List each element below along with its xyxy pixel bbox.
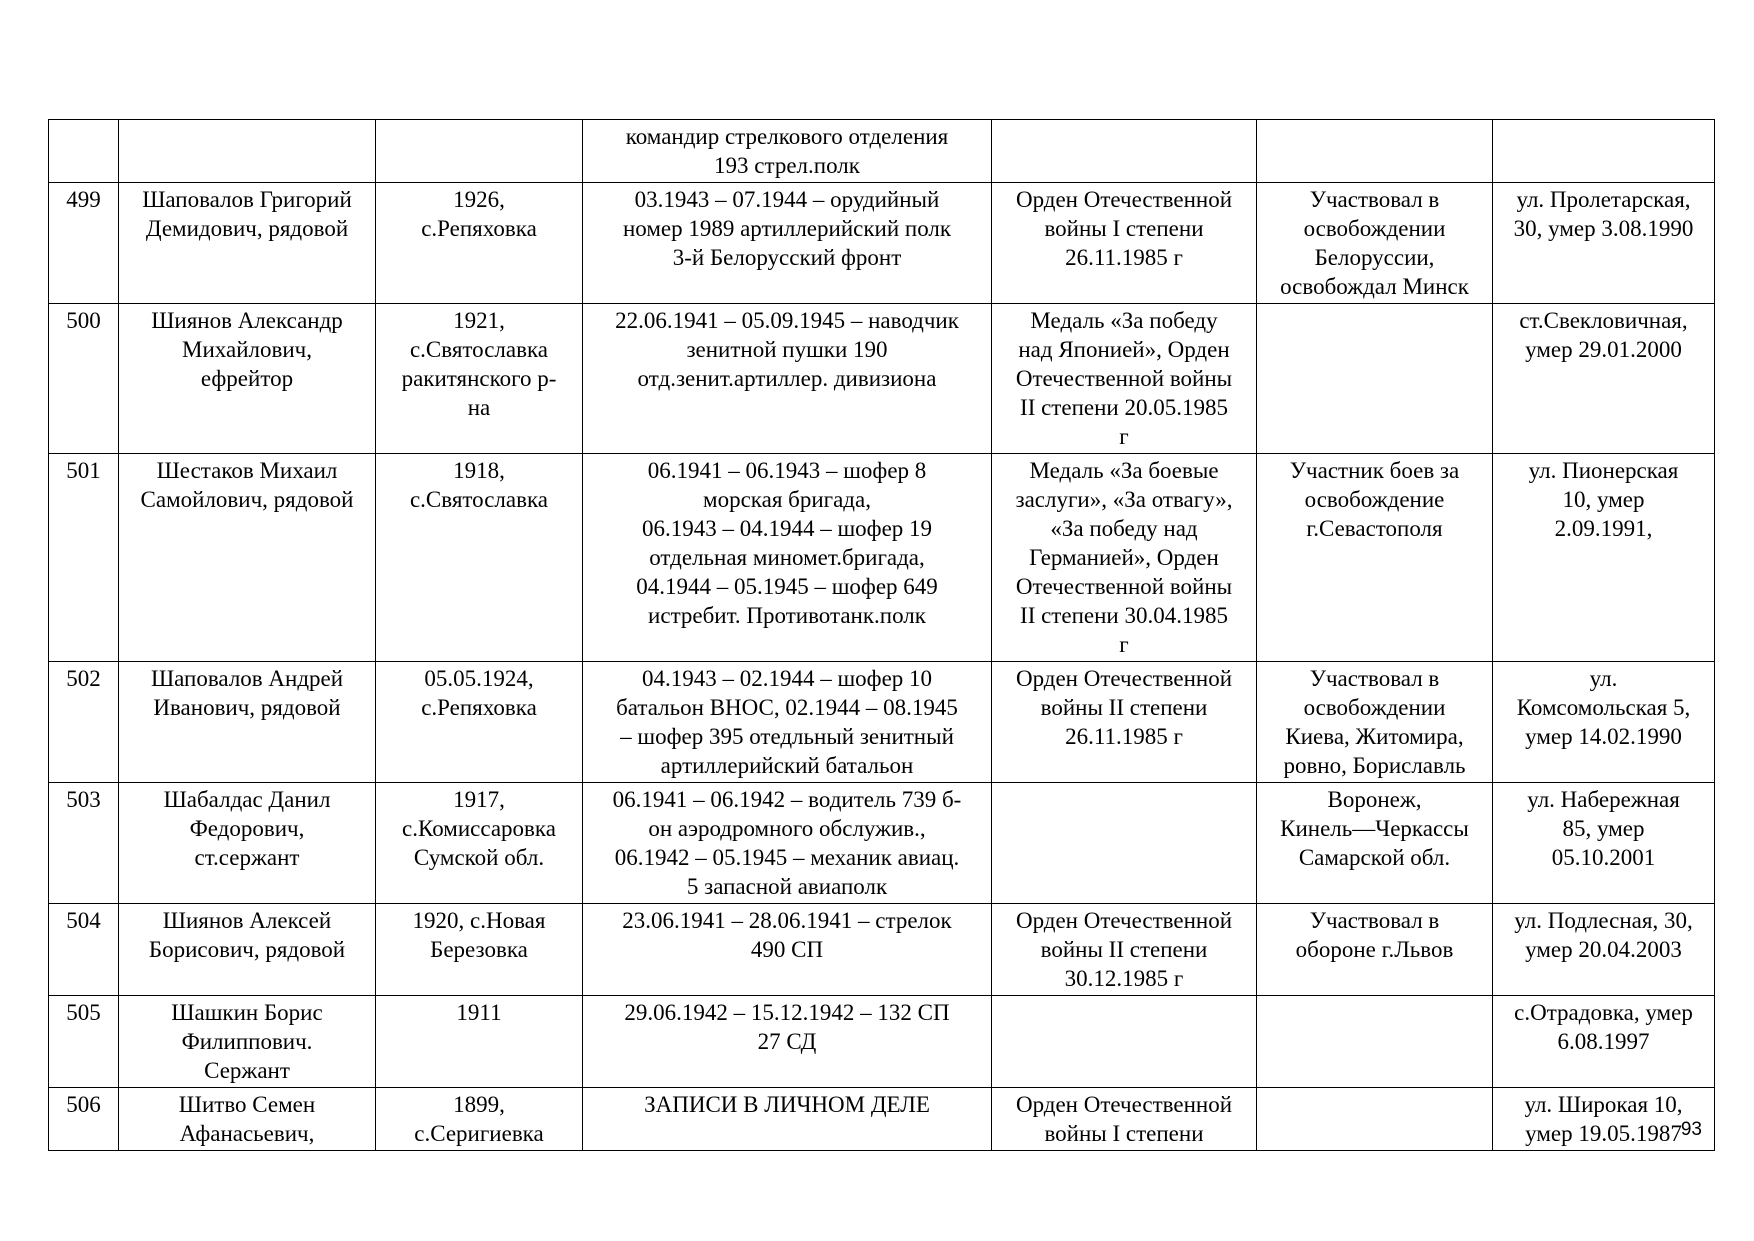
awards-cell: Орден Отечественной войны II степени 30.12.1985 г xyxy=(992,904,1257,996)
record-number-cell: 500 xyxy=(49,304,119,454)
campaign-notes-cell: Участвовал в обороне г.Львов xyxy=(1257,904,1493,996)
campaign-notes-cell: Воронеж, Кинель—Черкассы Самарской обл. xyxy=(1257,783,1493,904)
address-death-cell: с.Отрадовка, умер 6.08.1997 xyxy=(1493,996,1715,1088)
full-name-rank-cell: Шабалдас Данил Федорович, ст.сержант xyxy=(119,783,376,904)
table-row xyxy=(49,1088,1715,1151)
record-number-cell: 506 xyxy=(49,1088,119,1151)
table-row xyxy=(49,904,1715,996)
birth-year-place-cell xyxy=(376,120,583,183)
birth-year-place-cell: 1921, с.Святославка ракитянского р- на xyxy=(376,304,583,454)
table-row xyxy=(49,996,1715,1088)
awards-cell xyxy=(992,783,1257,904)
full-name-rank-cell: Шестаков Михаил Самойлович, рядовой xyxy=(119,454,376,662)
service-record-cell: ЗАПИСИ В ЛИЧНОМ ДЕЛЕ xyxy=(583,1088,992,1151)
service-record-cell: 29.06.1942 – 15.12.1942 – 132 СП 27 СД xyxy=(583,996,992,1088)
table-row xyxy=(49,304,1715,454)
birth-year-place-cell: 1917, с.Комиссаровка Сумской обл. xyxy=(376,783,583,904)
address-death-cell: ул. Пионерская 10, умер 2.09.1991, xyxy=(1493,454,1715,662)
campaign-notes-cell xyxy=(1257,304,1493,454)
page-number: 93 xyxy=(1680,1119,1702,1140)
service-record-cell: командир стрелкового отделения 193 стрел.полк xyxy=(583,120,992,183)
address-death-cell: ул. Набережная 85, умер 05.10.2001 xyxy=(1493,783,1715,904)
address-death-cell: ул. Пролетарская, 30, умер 3.08.1990 xyxy=(1493,183,1715,304)
campaign-notes-cell xyxy=(1257,996,1493,1088)
record-number-cell: 504 xyxy=(49,904,119,996)
full-name-rank-cell: Шашкин Борис Филиппович. Сержант xyxy=(119,996,376,1088)
address-death-cell: ст.Свекловичная, умер 29.01.2000 xyxy=(1493,304,1715,454)
service-record-cell: 06.1941 – 06.1943 – шофер 8 морская бригада, 06.1943 – 04.1944 – шофер 19 отдельная миномет.бригада, 04.1944 – 05.1945 – шофер 649 истребит. Противотанк.полк xyxy=(583,454,992,662)
awards-cell: Медаль «За победу над Японией», Орден Отечественной войны II степени 20.05.1985 г xyxy=(992,304,1257,454)
full-name-rank-cell: Шаповалов Григорий Демидович, рядовой xyxy=(119,183,376,304)
birth-year-place-cell: 05.05.1924, с.Репяховка xyxy=(376,662,583,783)
full-name-rank-cell: Шиянов Алексей Борисович, рядовой xyxy=(119,904,376,996)
records-table xyxy=(48,119,1715,1151)
awards-cell: Орден Отечественной войны I степени 26.11.1985 г xyxy=(992,183,1257,304)
address-death-cell: ул. Подлесная, 30, умер 20.04.2003 xyxy=(1493,904,1715,996)
record-number-cell: 503 xyxy=(49,783,119,904)
full-name-rank-cell: Шаповалов Андрей Иванович, рядовой xyxy=(119,662,376,783)
birth-year-place-cell: 1926, с.Репяховка xyxy=(376,183,583,304)
table-row xyxy=(49,120,1715,183)
service-record-cell: 06.1941 – 06.1942 – водитель 739 б- он аэродромного обслужив., 06.1942 – 05.1945 – механик авиац. 5 запасной авиаполк xyxy=(583,783,992,904)
campaign-notes-cell: Участник боев за освобождение г.Севастополя xyxy=(1257,454,1493,662)
address-death-cell: ул. Широкая 10, умер 19.05.1987 xyxy=(1493,1088,1715,1151)
table-row xyxy=(49,454,1715,662)
birth-year-place-cell: 1911 xyxy=(376,996,583,1088)
awards-cell xyxy=(992,996,1257,1088)
table-row xyxy=(49,783,1715,904)
record-number-cell: 505 xyxy=(49,996,119,1088)
campaign-notes-cell: Участвовал в освобождении Киева, Житомира, ровно, Бориславль xyxy=(1257,662,1493,783)
campaign-notes-cell xyxy=(1257,1088,1493,1151)
table-row xyxy=(49,662,1715,783)
records-table-body xyxy=(49,120,1715,1151)
full-name-rank-cell: Шитво Семен Афанасьевич, xyxy=(119,1088,376,1151)
birth-year-place-cell: 1899, с.Серигиевка xyxy=(376,1088,583,1151)
record-number-cell xyxy=(49,120,119,183)
campaign-notes-cell xyxy=(1257,120,1493,183)
service-record-cell: 22.06.1941 – 05.09.1945 – наводчик зенитной пушки 190 отд.зенит.артиллер. дивизиона xyxy=(583,304,992,454)
address-death-cell xyxy=(1493,120,1715,183)
awards-cell: Медаль «За боевые заслуги», «За отвагу», «За победу над Германией», Орден Отечественной войны II степени 30.04.1985 г xyxy=(992,454,1257,662)
record-number-cell: 501 xyxy=(49,454,119,662)
service-record-cell: 23.06.1941 – 28.06.1941 – стрелок 490 СП xyxy=(583,904,992,996)
full-name-rank-cell: Шиянов Александр Михайлович, ефрейтор xyxy=(119,304,376,454)
address-death-cell: ул. Комсомольская 5, умер 14.02.1990 xyxy=(1493,662,1715,783)
awards-cell: Орден Отечественной войны II степени 26.11.1985 г xyxy=(992,662,1257,783)
table-row xyxy=(49,183,1715,304)
service-record-cell: 04.1943 – 02.1944 – шофер 10 батальон ВНОС, 02.1944 – 08.1945 – шофер 395 отедльный зенитный артиллерийский батальон xyxy=(583,662,992,783)
awards-cell: Орден Отечественной войны I степени xyxy=(992,1088,1257,1151)
record-number-cell: 502 xyxy=(49,662,119,783)
full-name-rank-cell xyxy=(119,120,376,183)
record-number-cell: 499 xyxy=(49,183,119,304)
service-record-cell: 03.1943 – 07.1944 – орудийный номер 1989 артиллерийский полк 3-й Белорусский фронт xyxy=(583,183,992,304)
campaign-notes-cell: Участвовал в освобождении Белоруссии, освобождал Минск xyxy=(1257,183,1493,304)
birth-year-place-cell: 1918, с.Святославка xyxy=(376,454,583,662)
awards-cell xyxy=(992,120,1257,183)
birth-year-place-cell: 1920, с.Новая Березовка xyxy=(376,904,583,996)
